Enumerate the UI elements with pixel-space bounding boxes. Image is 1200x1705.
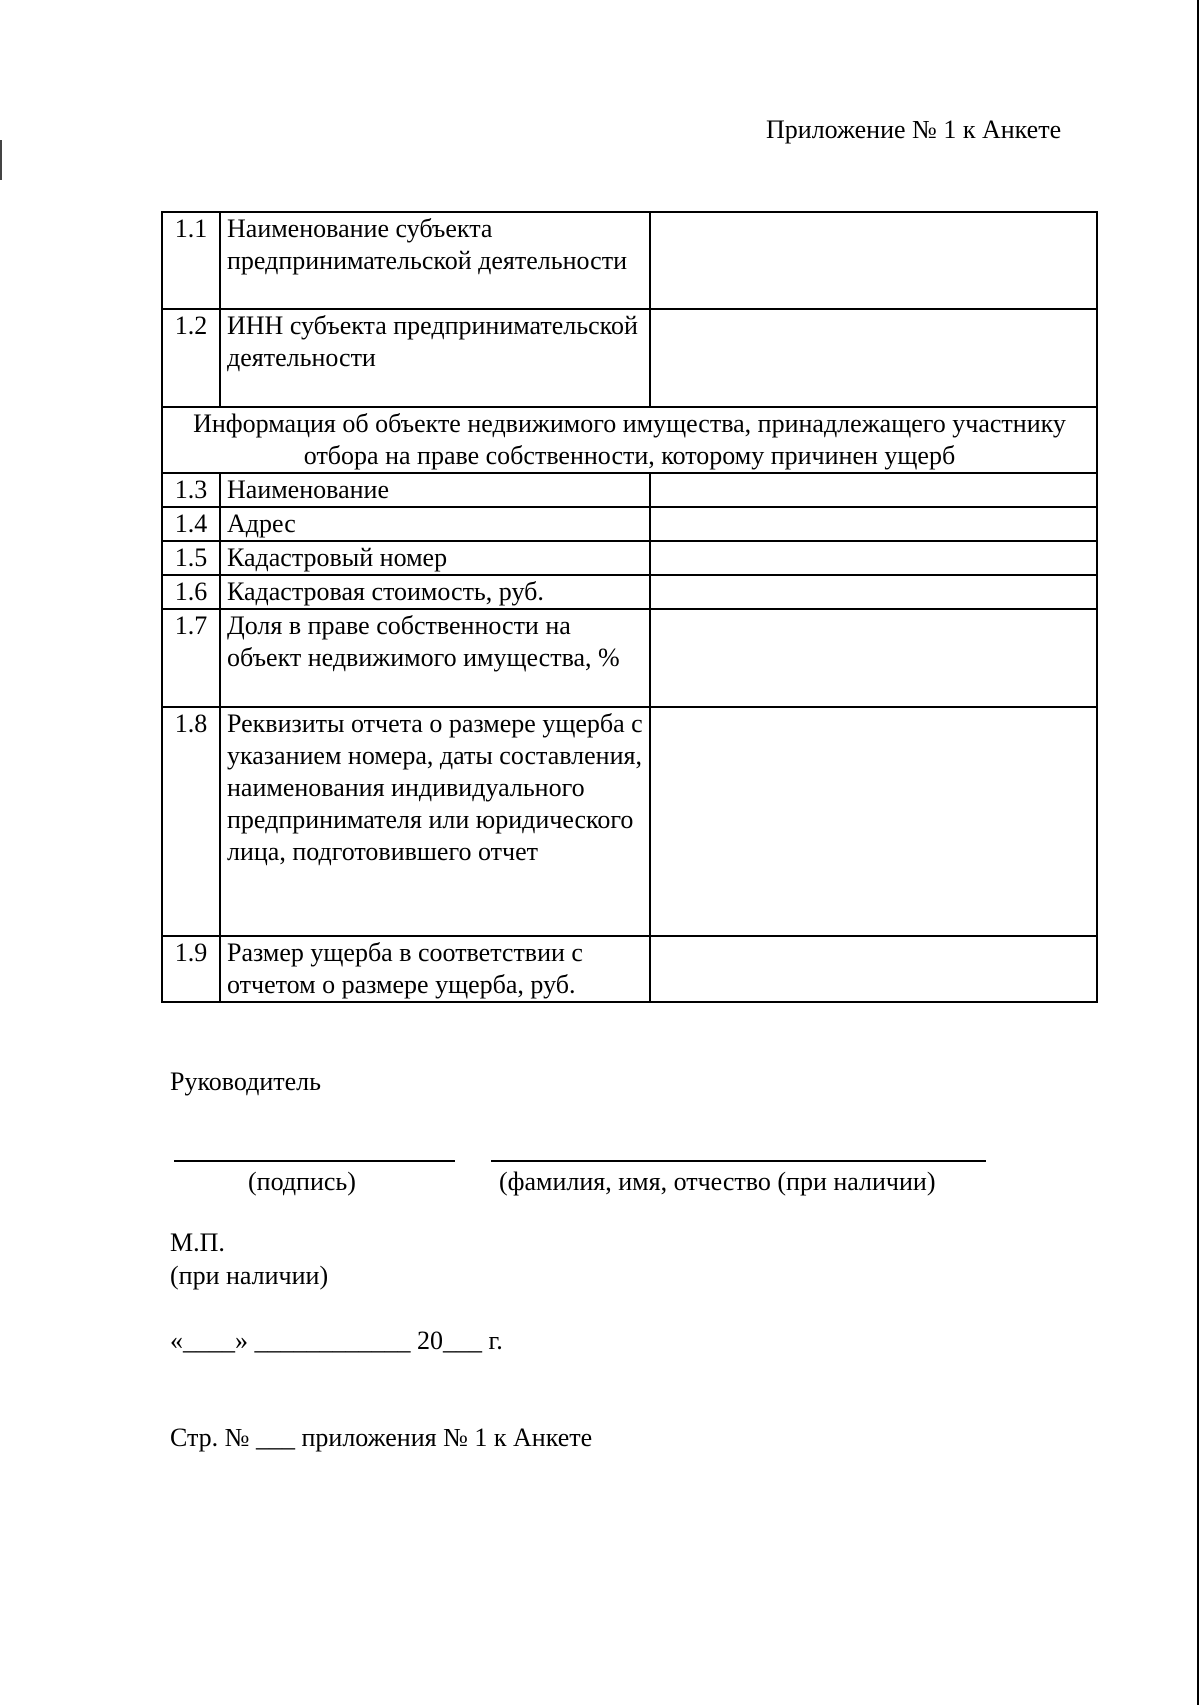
table-row <box>162 575 1097 609</box>
date-line[interactable]: «____» ____________ 20___ г. <box>170 1326 503 1355</box>
signature-line[interactable] <box>174 1160 455 1162</box>
name-caption: (фамилия, имя, отчество (при наличии) <box>499 1167 936 1196</box>
row-label: Наименование субъекта предпринимательской деятельности <box>220 212 650 309</box>
row-value-cell[interactable] <box>650 212 1097 309</box>
row-value-cell[interactable] <box>650 936 1097 1002</box>
row-label: Кадастровая стоимость, руб. <box>220 575 650 609</box>
row-number: 1.8 <box>162 707 220 936</box>
name-line[interactable] <box>491 1160 986 1162</box>
row-value-cell[interactable] <box>650 541 1097 575</box>
table-row <box>162 473 1097 507</box>
row-label: Размер ущерба в соответствии с отчетом о размере ущерба, руб. <box>220 936 650 1002</box>
row-number: 1.7 <box>162 609 220 707</box>
row-number: 1.1 <box>162 212 220 309</box>
scan-edge-right <box>1197 0 1199 1705</box>
row-value-cell[interactable] <box>650 609 1097 707</box>
scan-edge-left <box>0 140 2 180</box>
row-number: 1.3 <box>162 473 220 507</box>
row-number: 1.6 <box>162 575 220 609</box>
row-value-cell[interactable] <box>650 473 1097 507</box>
row-value-cell[interactable] <box>650 707 1097 936</box>
row-label: ИНН субъекта предпринимательской деятельности <box>220 309 650 407</box>
row-label: Реквизиты отчета о размере ущерба с указанием номера, даты составления, наименования индивидуального предпринимателя или юридического лица, подготовившего отчет <box>220 707 650 936</box>
stamp-label: М.П. <box>170 1228 225 1257</box>
row-number: 1.4 <box>162 507 220 541</box>
table-row <box>162 212 1097 309</box>
table-row <box>162 507 1097 541</box>
table-row <box>162 309 1097 407</box>
row-label: Кадастровый номер <box>220 541 650 575</box>
row-number: 1.2 <box>162 309 220 407</box>
object-info-table <box>161 211 1098 1003</box>
signature-caption: (подпись) <box>248 1167 356 1196</box>
section-heading-row <box>162 407 1097 473</box>
row-value-cell[interactable] <box>650 507 1097 541</box>
table-row <box>162 541 1097 575</box>
head-label: Руководитель <box>170 1067 321 1096</box>
row-label: Адрес <box>220 507 650 541</box>
row-label: Доля в праве собственности на объект недвижимого имущества, % <box>220 609 650 707</box>
row-number: 1.9 <box>162 936 220 1002</box>
appendix-title: Приложение № 1 к Анкете <box>766 115 1062 144</box>
table-row <box>162 936 1097 1002</box>
row-number: 1.5 <box>162 541 220 575</box>
row-label: Наименование <box>220 473 650 507</box>
table-row <box>162 609 1097 707</box>
table-row <box>162 707 1097 936</box>
stamp-note: (при наличии) <box>170 1261 329 1290</box>
row-value-cell[interactable] <box>650 575 1097 609</box>
section-heading: Информация об объекте недвижимого имущества, принадлежащего участнику отбора на праве собственности, которому причинен ущерб <box>162 407 1097 473</box>
page-number-line: Стр. № ___ приложения № 1 к Анкете <box>170 1423 593 1452</box>
row-value-cell[interactable] <box>650 309 1097 407</box>
